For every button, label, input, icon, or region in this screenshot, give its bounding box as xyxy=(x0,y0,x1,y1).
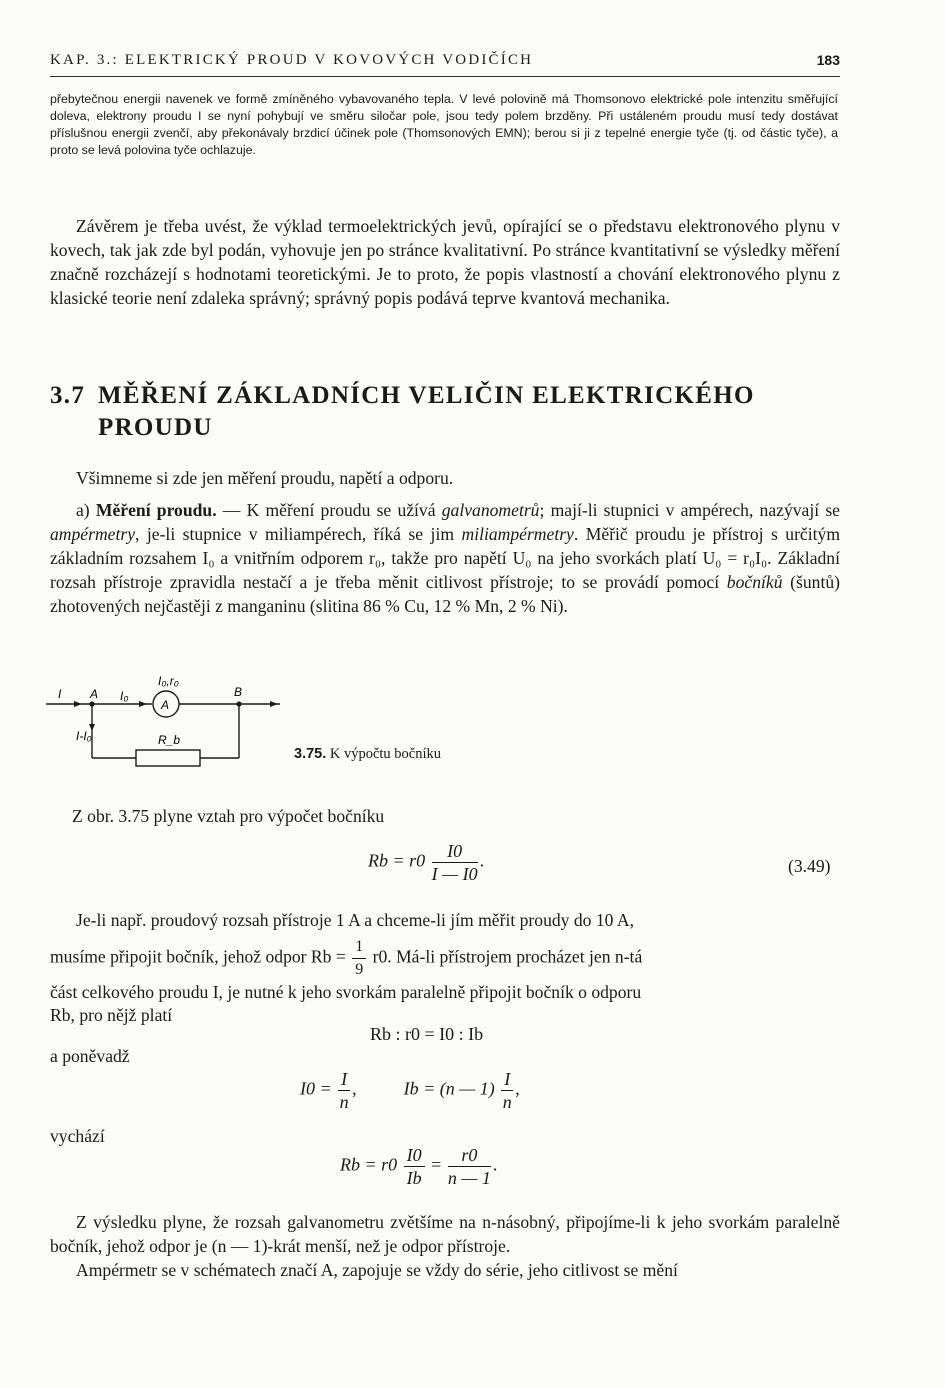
section-title-line1: MĚŘENÍ ZÁKLADNÍCH VELIČIN ELEKTRICKÉHO xyxy=(98,382,755,409)
paragraph-intro: Všimneme si zde jen měření proudu, napětí a odporu. xyxy=(76,468,454,488)
eq-i0-den: n xyxy=(339,1092,349,1112)
text-a-ponevadz: a poněvadž xyxy=(50,1046,130,1066)
eq-tail: . xyxy=(492,1154,498,1175)
text-run: . Měřič proudu je přístroj s určitým základním rozsahem I₀ a vnitřním odporem r₀, takže pro napětí U₀ na jeho svorkách platí U₀ = r₀I₀. Základní rozsah přístroje zpravidla nestačí a je třeba měnit citlivost přístroje; to se provádí pomocí xyxy=(50,524,841,592)
paragraph-conclusion: Závěrem je třeba uvést, že výklad termoelektrických jevů, opírající se o představu elektronového plynu v kovech, tak jak zde byl podán, vyhovuje jen po stránce kvalitativní. Po stránce kvantitativní se výsledky měření značně rozcházejí s hodnotami teoretickými. Je to proto, že popis vlastností a chování elektronového plynu z klasické teorie není zdaleka správný; správný popis podává teprve kvantová mechanika. xyxy=(50,216,840,308)
equation-number: (3.49) xyxy=(788,856,831,876)
equation-ratio: Rb : r0 = I0 : Ib xyxy=(370,1024,484,1044)
label-node-b: B xyxy=(234,685,243,699)
eq-comma: , xyxy=(515,1078,520,1099)
paragraph-current-measurement xyxy=(50,498,840,618)
item-label: a) xyxy=(76,500,90,520)
paragraph-example-line2 xyxy=(50,936,840,981)
arrow-i xyxy=(74,701,82,707)
term-ammeter: ampérmetry xyxy=(50,524,136,544)
label-rb: R_b xyxy=(158,733,181,747)
term-galvanometer: galvanometrů xyxy=(441,500,540,520)
arrow-i0 xyxy=(139,701,147,707)
paragraph-ammeter: Ampérmetr se v schématech značí A, zapojuje se vždy do série, jeho citlivost se mění xyxy=(76,1260,678,1280)
node-b xyxy=(236,701,241,706)
node-a xyxy=(89,701,94,706)
eq-result-fraction1 xyxy=(404,1144,425,1189)
example-line1: Je-li např. proudový rozsah přístroje 1 A a chceme-li jím měřit proudy do 10 A, xyxy=(76,910,634,930)
label-i0r0: I₀,r₀ xyxy=(158,674,179,688)
equation-currents xyxy=(300,1068,520,1113)
eq-result-num1: I0 xyxy=(404,1144,425,1167)
eq-result-fraction2 xyxy=(448,1144,491,1189)
text-run: — K měření proudu se užívá xyxy=(216,500,442,520)
eq-lhs: Rb = r0 xyxy=(368,850,426,871)
eq-numerator: I0 xyxy=(432,840,478,863)
figure-number: 3.75. xyxy=(294,746,327,762)
label-ammeter: A xyxy=(161,698,170,712)
arrow-out xyxy=(270,701,278,707)
section-heading xyxy=(50,380,840,444)
small-print-paragraph: přebytečnou energii navenek ve formě zmíněného vybavovaného tepla. V levé polovině má Thomsonovo elektrické pole intenzitu směřující doleva, elektrony proudu I se nyní pohybují ve směru siločar pole, jsou tedy polem brzděny. Při ustáleném proudu musí tedy dostávat příslušnou energii zvenčí, aby překonávaly brzdicí účinek pole (Thomsonových EMN); berou si ji z tepelné energie tyče (tj. od částic tyče), a proto se levá polovina tyče ochlazuje. xyxy=(50,92,838,157)
paragraph-example-line3: část celkového proudu I, je nutné k jeho svorkám paralelně připojit bočník o odporu xyxy=(50,982,642,1002)
eq-result-den2: n — 1 xyxy=(447,1168,491,1188)
eq-i0-lhs: I0 = xyxy=(300,1078,332,1099)
text-run: ; mají-li stupnici v ampérech, nazývají se xyxy=(539,500,840,520)
paragraph-example-line4: Rb, pro nějž platí xyxy=(50,1005,173,1025)
eq-ib-num: I xyxy=(501,1068,513,1091)
eq-equals: = xyxy=(431,1154,442,1175)
shunt-circuit-diagram xyxy=(44,668,294,778)
text-run: (šuntů) zhotovených nejčastěji z manganinu (slitina 86 % Cu, 12 % Mn, 2 % Ni). xyxy=(50,572,840,616)
eq-i0-fraction xyxy=(338,1068,350,1113)
eq-comma: , xyxy=(352,1078,357,1099)
section-title-line2: PROUDU xyxy=(98,414,213,441)
paragraph-example xyxy=(50,908,840,932)
paragraph-result: Z výsledku plyne, že rozsah galvanometru zvětšíme na n-násobný, připojíme-li k jeho svorkám paralelně bočník, jehož odpor je (n — 1)-krát menší, než je odpor přístroje. xyxy=(50,1212,840,1256)
label-i0: I₀ xyxy=(120,689,129,703)
text-run: r0. Má-li přístrojem procházet jen n-tá xyxy=(368,946,643,967)
paragraph-from-figure: Z obr. 3.75 plyne vztah pro výpočet bočníku xyxy=(72,806,385,826)
term-shunt: bočníků xyxy=(726,572,783,592)
page-header xyxy=(50,52,840,74)
frac-den: 9 xyxy=(355,961,364,978)
figure-caption xyxy=(294,746,441,763)
eq-ib-den: n xyxy=(502,1092,512,1112)
eq-ib-fraction xyxy=(501,1068,513,1113)
label-i: I xyxy=(58,687,62,701)
header-rule xyxy=(50,76,840,77)
eq-i0-num: I xyxy=(338,1068,350,1091)
text-vychazi: vychází xyxy=(50,1126,105,1146)
shunt-resistor xyxy=(136,750,200,766)
page-number: 183 xyxy=(816,52,840,68)
frac-num: 1 xyxy=(352,936,366,959)
eq-fraction xyxy=(432,840,478,885)
eq-result-lhs: Rb = r0 xyxy=(340,1154,398,1175)
term-milliammeter: miliampérmetry xyxy=(461,524,574,544)
eq-result-den1: Ib xyxy=(406,1168,422,1188)
label-shunt-current: I-I₀ xyxy=(76,729,92,743)
running-title: KAP. 3.: ELEKTRICKÝ PROUD V KOVOVÝCH VODIČÍCH xyxy=(50,52,534,68)
eq-result-num2: r0 xyxy=(448,1144,491,1167)
equation-3-49 xyxy=(368,840,484,885)
item-title: Měření proudu. xyxy=(95,500,217,520)
eq-ib-lhs: Ib = (n — 1) xyxy=(403,1078,495,1099)
eq-tail: . xyxy=(479,850,485,871)
figure-caption-text: K výpočtu bočníku xyxy=(326,746,442,762)
eq-denominator: I — I0 xyxy=(431,864,478,884)
text-run: , je-li stupnice v miliampérech, říká se jim xyxy=(135,524,462,544)
section-number: 3.7 xyxy=(50,382,86,409)
text-run: musíme připojit bočník, jehož odpor Rb = xyxy=(50,946,351,967)
equation-result xyxy=(340,1144,497,1189)
label-node-a: A xyxy=(90,687,99,701)
fraction-one-ninth xyxy=(352,936,366,981)
